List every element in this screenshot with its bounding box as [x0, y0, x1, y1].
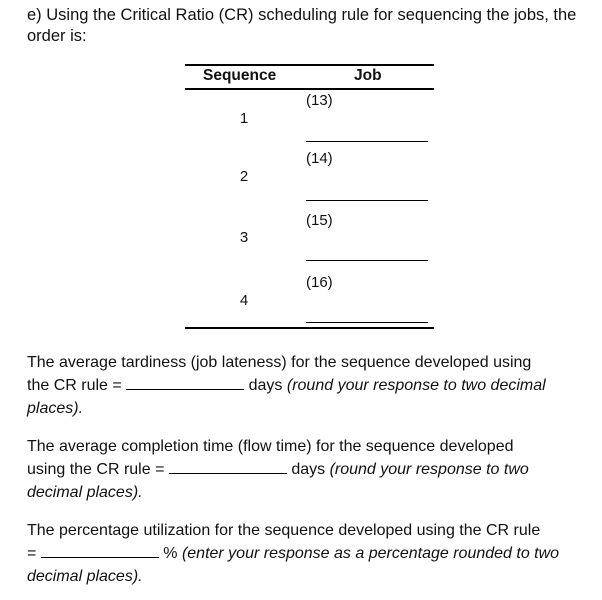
utilization-line-2 — [27, 542, 597, 565]
sequence-number-2: 2 — [239, 168, 249, 185]
table-header-rule — [185, 88, 434, 90]
table-top-rule — [185, 64, 434, 66]
tardiness-question — [27, 351, 597, 420]
job-answer-field-1[interactable] — [306, 141, 428, 142]
table-bottom-rule — [185, 327, 434, 329]
question-text — [27, 5, 587, 47]
utilization-prefix: = — [27, 545, 37, 562]
utilization-instruction-end: decimal places). — [27, 568, 143, 585]
job-column-header: Job — [354, 67, 382, 84]
completion-line-1: The average completion time (flow time) for the sequence developed — [27, 438, 514, 455]
utilization-units: % — [163, 545, 178, 562]
job-input-tag-16: (16) — [306, 274, 333, 291]
job-input-tag-14: (14) — [306, 150, 333, 167]
question-prefix: e) — [27, 6, 42, 24]
utilization-question — [27, 519, 597, 588]
completion-line-3 — [27, 481, 597, 504]
completion-units: days — [291, 461, 326, 478]
tardiness-line-2 — [27, 374, 597, 397]
job-answer-field-4[interactable] — [306, 322, 428, 323]
sequence-number-3: 3 — [239, 229, 249, 246]
tardiness-answer-field[interactable] — [126, 388, 244, 390]
job-input-tag-13: (13) — [306, 92, 333, 109]
tardiness-units: days — [248, 377, 283, 394]
sequence-number-1: 1 — [239, 110, 249, 127]
completion-line-2 — [27, 458, 597, 481]
utilization-line-3 — [27, 565, 597, 588]
tardiness-prefix: the CR rule = — [27, 377, 122, 394]
tardiness-line-3 — [27, 397, 597, 420]
tardiness-instruction-end: places). — [27, 400, 84, 417]
completion-answer-field[interactable] — [169, 472, 287, 474]
tardiness-instruction: (round your response to two decimal — [286, 377, 546, 394]
utilization-answer-field[interactable] — [41, 556, 159, 558]
job-answer-field-3[interactable] — [306, 260, 428, 261]
job-answer-field-2[interactable] — [306, 200, 428, 201]
sequence-number-4: 4 — [239, 292, 249, 309]
completion-prefix: using the CR rule = — [27, 461, 165, 478]
completion-instruction-end: decimal places). — [27, 484, 143, 501]
completion-instruction: (round your response to two — [329, 461, 529, 478]
utilization-instruction: (enter your response as a percentage rounded to two — [181, 545, 560, 562]
sequence-column-header: Sequence — [203, 67, 277, 84]
question-body: Using the Critical Ratio (CR) scheduling rule for sequencing the jobs, the order is: — [27, 6, 577, 45]
utilization-line-1: The percentage utilization for the sequence developed using the CR rule — [27, 522, 541, 539]
tardiness-line-1: The average tardiness (job lateness) for the sequence developed using — [27, 354, 532, 371]
job-input-tag-15: (15) — [306, 212, 333, 229]
completion-question — [27, 435, 597, 504]
